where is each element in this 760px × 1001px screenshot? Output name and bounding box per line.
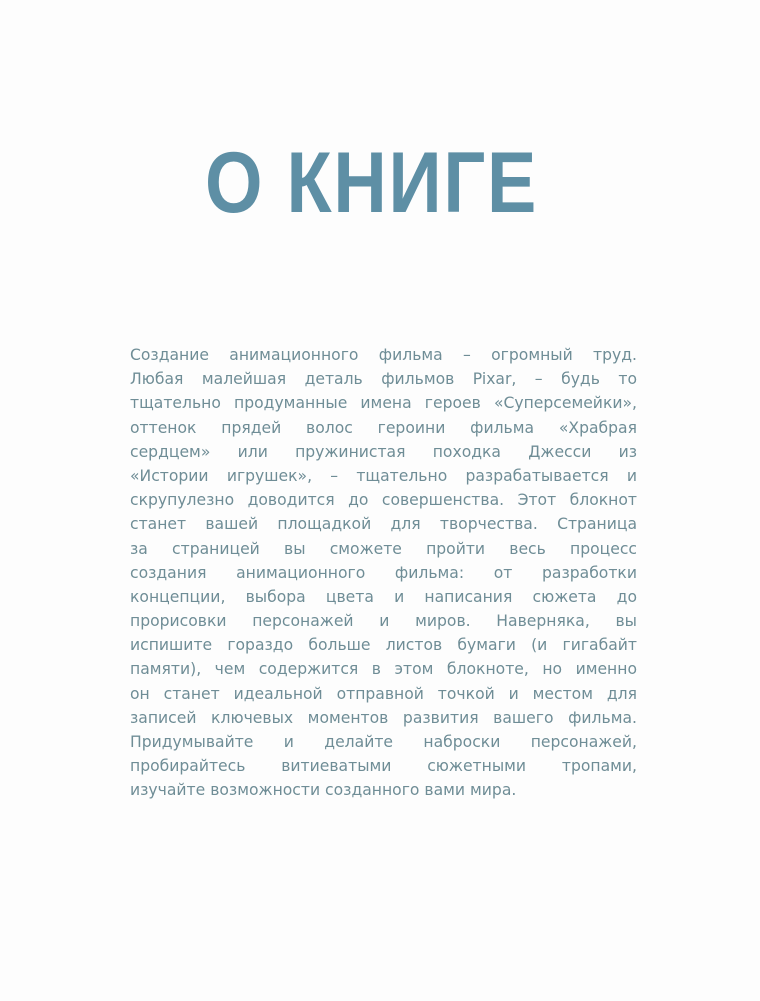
paragraph-line-text: оттенок прядей волос героини фильма «Храбрая [130, 418, 637, 437]
paragraph-line-text: Создание анимационного фильма – огромный труд. [130, 346, 637, 364]
paragraph-line-text: Любая малейшая деталь фильмов Pixar, – будь то [130, 370, 637, 389]
paragraph-line-text: испишите гораздо больше листов бумаги (и гигабайт [130, 636, 637, 655]
paragraph-line [130, 730, 637, 754]
paragraph-line [130, 343, 637, 367]
body-paragraph [130, 343, 637, 803]
paragraph-line [130, 778, 637, 802]
paragraph-line-text: за страницей вы сможете пройти весь процесс [130, 539, 637, 558]
page-title: О КНИГЕ [205, 135, 539, 231]
paragraph-line-text: записей ключевых моментов развития вашего фильма. [130, 708, 637, 727]
paragraph-line-text: сердцем» или пружинистая походка Джесси из [130, 442, 637, 461]
paragraph-line [130, 464, 637, 488]
paragraph-line-text: прорисовки персонажей и миров. Наверняка, вы [130, 612, 637, 631]
paragraph-line [130, 682, 637, 706]
paragraph-line [130, 561, 637, 585]
paragraph-line [130, 416, 637, 440]
paragraph-line [130, 633, 637, 657]
paragraph-line-text: создания анимационного фильма: от разработки [130, 563, 637, 582]
paragraph-line-text: Придумывайте и делайте наброски персонажей, [130, 733, 637, 751]
paragraph-line-text: пробирайтесь витиеватыми сюжетными тропами, [130, 757, 637, 776]
paragraph-line [130, 609, 637, 633]
paragraph-line-text: станет вашей площадкой для творчества. Страница [130, 515, 637, 534]
paragraph-line [130, 657, 637, 681]
paragraph-line-text: «Истории игрушек», – тщательно разрабатывается и [130, 466, 637, 485]
paragraph-line [130, 537, 637, 561]
paragraph-line [130, 754, 637, 778]
paragraph-line [130, 585, 637, 609]
paragraph-line [130, 367, 637, 391]
paragraph-line-text: тщательно продуманные имена героев «Суперсемейки», [130, 394, 637, 413]
paragraph-line-text: концепции, выбора цвета и написания сюжета до [130, 587, 637, 606]
paragraph-line [130, 440, 637, 464]
paragraph-line [130, 512, 637, 536]
paragraph-line-text: скрупулезно доводится до совершенства. Этот блокнот [130, 491, 637, 510]
paragraph-line [130, 488, 637, 512]
paragraph-line-text: изучайте возможности созданного вами мира. [130, 781, 517, 800]
paragraph-line [130, 706, 637, 730]
paragraph-line [130, 391, 637, 415]
paragraph-line-text: он станет идеальной отправной точкой и местом для [130, 684, 637, 703]
paragraph-line-text: памяти), чем содержится в этом блокноте, но именно [130, 660, 637, 679]
